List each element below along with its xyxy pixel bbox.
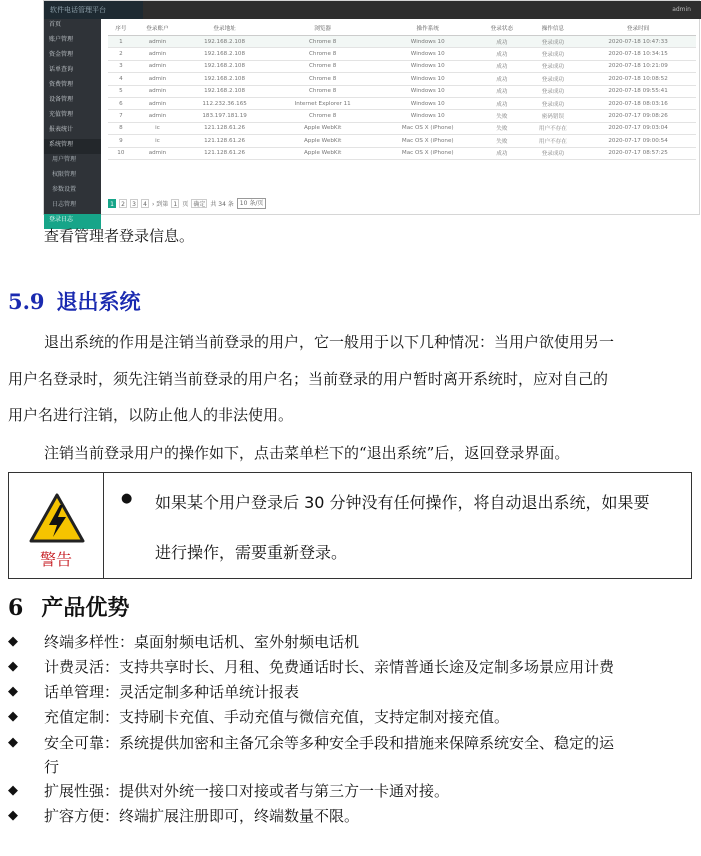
table-cell: ic: [134, 122, 182, 134]
table-cell: 成功: [478, 48, 526, 60]
table-cell: 2020-07-18 10:08:52: [580, 73, 696, 85]
table-cell: 登录成功: [526, 147, 581, 159]
section-number: 6: [8, 595, 24, 621]
sidebar-item[interactable]: 设备管理: [49, 96, 74, 103]
table-row[interactable]: [108, 85, 696, 97]
login-log-table: [108, 21, 696, 160]
diamond-bullet-icon: ◆: [8, 735, 18, 750]
sidebar-item[interactable]: 首页: [49, 21, 62, 28]
diamond-bullet-icon: ◆: [8, 634, 18, 649]
table-cell: Apple WebKit: [268, 122, 377, 134]
paragraph-line: 注销当前登录用户的操作如下，点击菜单栏下的“退出系统”后，返回登录界面。: [44, 444, 570, 462]
table-cell: Chrome 8: [268, 110, 377, 122]
table-cell: 4: [108, 73, 134, 85]
table-cell: Chrome 8: [268, 36, 377, 48]
sidebar-item[interactable]: 权限管理: [52, 171, 77, 178]
table-cell: Mac OS X (iPhone): [377, 122, 478, 134]
diamond-bullet-icon: ◆: [8, 684, 18, 699]
section-title: 产品优势: [41, 596, 130, 621]
sidebar-item[interactable]: 报表统计: [49, 126, 74, 133]
table-cell: 成功: [478, 60, 526, 72]
feature-text: 充值定制：支持刷卡充值、手动充值与微信充值，支持定制对接充值。: [44, 708, 510, 726]
screenshot-user: admin: [672, 6, 691, 13]
column-header: 登录时间: [580, 21, 696, 36]
table-cell: 183.197.181.19: [181, 110, 268, 122]
screenshot-caption: 查看管理者登录信息。: [44, 227, 195, 245]
feature-text-continued: 行: [44, 758, 60, 776]
table-cell: Chrome 8: [268, 48, 377, 60]
table-row[interactable]: [108, 147, 696, 159]
table-cell: Windows 10: [377, 85, 478, 97]
sidebar-item[interactable]: 日志管理: [52, 201, 77, 208]
screenshot-sidebar: [44, 19, 101, 223]
table-cell: 登录成功: [526, 48, 581, 60]
table-cell: 失败: [478, 110, 526, 122]
admin-screenshot: [43, 0, 700, 223]
sidebar-item[interactable]: 登录日志: [44, 214, 101, 229]
sidebar-item[interactable]: 资金管理: [49, 51, 74, 58]
warning-text-line: 如果某个用户登录后 30 分钟没有任何操作，将自动退出系统，如果要: [155, 493, 650, 512]
table-cell: 192.168.2.108: [181, 73, 268, 85]
paragraph-line: 用户名进行注销，以防止他人的非法使用。: [8, 406, 294, 424]
table-cell: 5: [108, 85, 134, 97]
table-cell: Mac OS X (iPhone): [377, 147, 478, 159]
table-cell: 2020-07-18 08:03:16: [580, 97, 696, 109]
table-cell: admin: [134, 73, 182, 85]
table-cell: ic: [134, 135, 182, 147]
table-cell: admin: [134, 85, 182, 97]
sidebar-item[interactable]: 用户管理: [52, 156, 77, 163]
table-cell: 登录成功: [526, 85, 581, 97]
column-header: 操作系统: [377, 21, 478, 36]
table-row[interactable]: [108, 135, 696, 147]
diamond-bullet-icon: ◆: [8, 808, 18, 823]
page-input[interactable]: 1: [171, 199, 179, 208]
sidebar-item[interactable]: 充值管理: [49, 111, 74, 118]
table-cell: 192.168.2.108: [181, 48, 268, 60]
total-count: 共 34 条: [210, 200, 234, 208]
table-cell: Windows 10: [377, 48, 478, 60]
sidebar-item[interactable]: 资费管理: [49, 81, 74, 88]
table-cell: 10: [108, 147, 134, 159]
table-cell: Chrome 8: [268, 85, 377, 97]
table-header-row: [108, 21, 696, 36]
table-cell: Apple WebKit: [268, 147, 377, 159]
table-cell: 2020-07-18 10:34:15: [580, 48, 696, 60]
table-cell: admin: [134, 110, 182, 122]
table-cell: Mac OS X (iPhone): [377, 135, 478, 147]
table-cell: 192.168.2.108: [181, 85, 268, 97]
screenshot-main: [108, 21, 696, 160]
next-page-button[interactable]: › 到第: [152, 200, 169, 208]
table-cell: 3: [108, 60, 134, 72]
table-cell: 112.232.36.165: [181, 97, 268, 109]
table-cell: Windows 10: [377, 97, 478, 109]
column-header: 序号: [108, 21, 134, 36]
column-header: 操作信息: [526, 21, 581, 36]
table-cell: Windows 10: [377, 110, 478, 122]
table-cell: admin: [134, 48, 182, 60]
table-cell: 7: [108, 110, 134, 122]
column-header: 登录账户: [134, 21, 182, 36]
table-cell: 成功: [478, 73, 526, 85]
page-button[interactable]: 4: [141, 199, 149, 208]
diamond-bullet-icon: ◆: [8, 783, 18, 798]
column-header: 浏览器: [268, 21, 377, 36]
table-cell: 用户不存在: [526, 135, 581, 147]
table-cell: 192.168.2.108: [181, 60, 268, 72]
column-header: 登录地址: [181, 21, 268, 36]
section-number: 5.9: [8, 289, 45, 314]
table-cell: Internet Explorer 11: [268, 97, 377, 109]
sidebar-item[interactable]: 话单查询: [49, 66, 74, 73]
table-cell: Windows 10: [377, 60, 478, 72]
paragraph-line: 退出系统的作用是注销当前登录的用户，它一般用于以下几种情况：当用户欲使用另一: [44, 333, 615, 351]
table-cell: Chrome 8: [268, 60, 377, 72]
table-cell: 2020-07-17 08:57:25: [580, 147, 696, 159]
bullet-dot-icon: ●: [121, 491, 133, 506]
table-row[interactable]: [108, 73, 696, 85]
feature-text: 扩展性强：提供对外统一接口对接或者与第三方一卡通对接。: [44, 782, 450, 800]
paragraph-line: 用户名登录时，须先注销当前登录的用户名；当前登录的用户暂时离开系统时，应对自己的: [8, 370, 609, 388]
pagination: [108, 197, 266, 209]
table-cell: 成功: [478, 85, 526, 97]
table-cell: 2020-07-18 10:47:33: [580, 36, 696, 48]
table-cell: admin: [134, 60, 182, 72]
table-cell: 192.168.2.108: [181, 36, 268, 48]
confirm-button[interactable]: 确定: [193, 200, 206, 208]
section-5-9-heading: [8, 286, 141, 316]
table-row[interactable]: [108, 97, 696, 109]
table-row[interactable]: [108, 48, 696, 60]
feature-text: 话单管理：灵活定制多种话单统计报表: [44, 683, 300, 701]
column-header: 登录状态: [478, 21, 526, 36]
table-cell: 失败: [478, 135, 526, 147]
table-cell: 成功: [478, 147, 526, 159]
table-cell: 登录成功: [526, 36, 581, 48]
table-cell: 登录成功: [526, 60, 581, 72]
table-cell: 2020-07-17 09:03:04: [580, 122, 696, 134]
table-cell: Windows 10: [377, 73, 478, 85]
feature-text: 终端多样性：桌面射频电话机、室外射频电话机: [44, 633, 360, 651]
table-cell: 121.128.61.26: [181, 147, 268, 159]
warning-icon-cell: [9, 473, 104, 578]
screenshot-app-title: 软件电话管理平台: [44, 1, 143, 19]
sidebar-item[interactable]: 参数设置: [52, 186, 77, 193]
table-cell: 成功: [478, 97, 526, 109]
page-unit-label: 页: [182, 200, 189, 208]
table-cell: 2020-07-18 09:55:41: [580, 85, 696, 97]
table-cell: 9: [108, 135, 134, 147]
table-cell: Chrome 8: [268, 73, 377, 85]
sidebar-item[interactable]: 系统管理: [44, 139, 101, 154]
table-row[interactable]: [108, 36, 696, 48]
table-cell: 失败: [478, 122, 526, 134]
table-row[interactable]: [108, 110, 696, 122]
warning-label: 警告: [39, 550, 72, 569]
warning-lightning-icon: [29, 493, 85, 543]
section-title: 退出系统: [56, 290, 141, 314]
table-cell: 121.128.61.26: [181, 135, 268, 147]
page-button[interactable]: 2: [119, 199, 127, 208]
table-cell: 密码错误: [526, 110, 581, 122]
section-6-heading: [8, 591, 129, 622]
table-cell: 2: [108, 48, 134, 60]
sidebar-item[interactable]: 账户管理: [49, 36, 74, 43]
table-cell: admin: [134, 36, 182, 48]
page-size-select[interactable]: 10 条/页: [237, 198, 267, 209]
table-row[interactable]: [108, 122, 696, 134]
table-cell: 2020-07-18 10:21:09: [580, 60, 696, 72]
table-cell: 2020-07-17 09:00:54: [580, 135, 696, 147]
table-cell: 成功: [478, 36, 526, 48]
feature-text: 扩容方便：终端扩展注册即可，终端数量不限。: [44, 807, 360, 825]
table-cell: 1: [108, 36, 134, 48]
table-cell: admin: [134, 97, 182, 109]
table-cell: 用户不存在: [526, 122, 581, 134]
diamond-bullet-icon: ◆: [8, 659, 18, 674]
table-cell: Apple WebKit: [268, 135, 377, 147]
table-cell: 6: [108, 97, 134, 109]
feature-text: 计费灵活：支持共享时长、月租、免费通话时长、亲情普通长途及定制多场景应用计费: [44, 658, 615, 676]
diamond-bullet-icon: ◆: [8, 709, 18, 724]
warning-text-line: 进行操作，需要重新登录。: [155, 543, 348, 562]
table-cell: Windows 10: [377, 36, 478, 48]
page-button[interactable]: 3: [130, 199, 138, 208]
page-button[interactable]: 1: [108, 199, 116, 208]
table-cell: 登录成功: [526, 73, 581, 85]
table-row[interactable]: [108, 60, 696, 72]
table-cell: 登录成功: [526, 97, 581, 109]
table-cell: 8: [108, 122, 134, 134]
feature-text: 安全可靠：系统提供加密和主备冗余等多种安全手段和措施来保障系统安全、稳定的运: [44, 734, 615, 752]
warning-box: [8, 472, 692, 579]
table-cell: 2020-07-17 09:08:26: [580, 110, 696, 122]
table-cell: admin: [134, 147, 182, 159]
table-cell: 121.128.61.26: [181, 122, 268, 134]
